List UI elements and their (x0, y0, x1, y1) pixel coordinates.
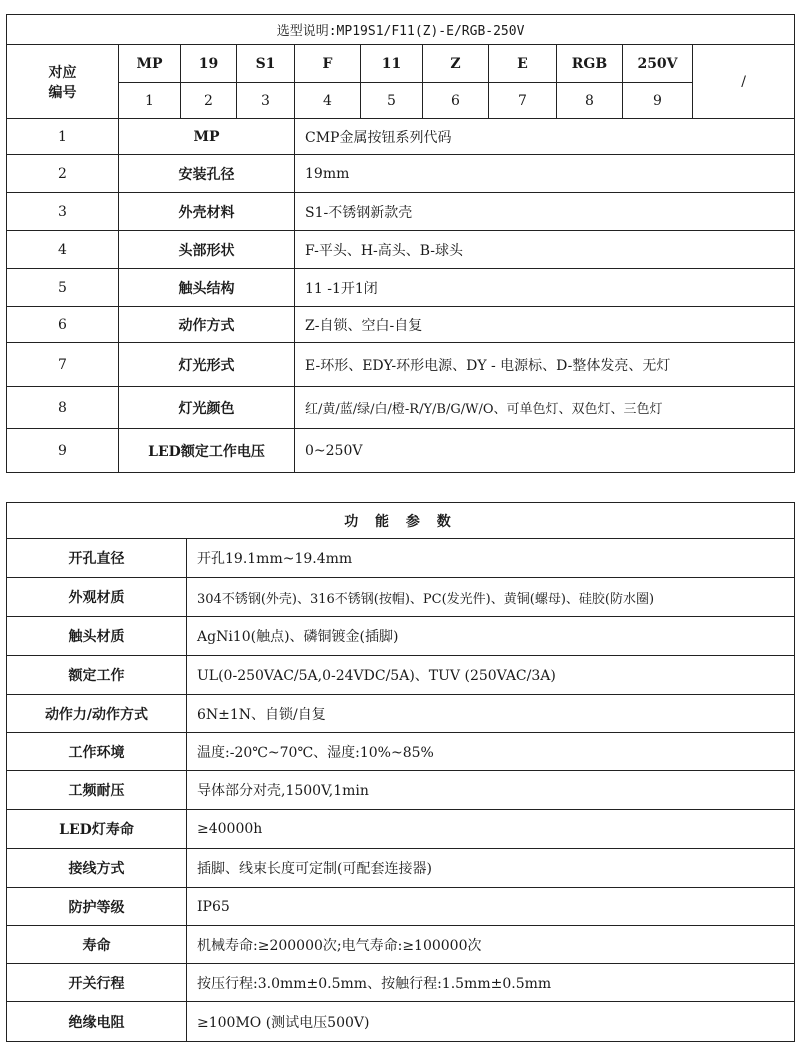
number-cell: 2 (181, 83, 237, 119)
table-row (7, 810, 795, 849)
table-row (7, 926, 795, 964)
param-value: ≥100MO (测试电压500V) (187, 1002, 795, 1042)
row-name: 灯光颜色 (119, 387, 295, 429)
corr-label-line1: 对应 (48, 64, 77, 81)
param-value: UL(0-250VAC/5A,0-24VDC/5A)、TUV (250VAC/3A) (187, 656, 795, 695)
table-row (7, 269, 795, 307)
row-name: 外壳材料 (119, 193, 295, 231)
param-value: 导体部分对壳,1500V,1min (187, 771, 795, 810)
row-num: 8 (7, 387, 119, 429)
row-num: 9 (7, 429, 119, 473)
param-name: 防护等级 (7, 888, 187, 926)
row-num: 2 (7, 155, 119, 193)
number-cell: 4 (295, 83, 361, 119)
number-cell: 7 (489, 83, 557, 119)
param-name: LED灯寿命 (7, 810, 187, 849)
row-desc: 0~250V (295, 429, 795, 473)
number-cell: 9 (623, 83, 693, 119)
table-row (7, 964, 795, 1002)
table-row (7, 578, 795, 617)
param-name: 动作力/动作方式 (7, 695, 187, 733)
number-cell: 5 (361, 83, 423, 119)
param-name: 外观材质 (7, 578, 187, 617)
corr-label-line2: 编号 (48, 84, 77, 101)
table-row (7, 155, 795, 193)
table-row (7, 695, 795, 733)
number-cell: 6 (423, 83, 489, 119)
row-name: LED额定工作电压 (119, 429, 295, 473)
row-name: 灯光形式 (119, 343, 295, 387)
row-desc: F-平头、H-高头、B-球头 (295, 231, 795, 269)
code-cell: E (489, 45, 557, 83)
table-row (7, 733, 795, 771)
row-desc: Z-自锁、空白-自复 (295, 307, 795, 343)
row-desc: E-环形、EDY-环形电源、DY - 电源标、D-整体发亮、无灯 (295, 343, 795, 387)
table-row (7, 849, 795, 888)
number-cell: 8 (557, 83, 623, 119)
table-row (7, 307, 795, 343)
param-name: 绝缘电阻 (7, 1002, 187, 1042)
row-num: 6 (7, 307, 119, 343)
code-cell: 11 (361, 45, 423, 83)
selection-table (6, 14, 795, 473)
row-num: 1 (7, 119, 119, 155)
row-num: 7 (7, 343, 119, 387)
table-row (7, 429, 795, 473)
param-name: 触头材质 (7, 617, 187, 656)
param-name: 开关行程 (7, 964, 187, 1002)
table-row (7, 771, 795, 810)
table-row (7, 193, 795, 231)
code-cell: S1 (237, 45, 295, 83)
code-cell: RGB (557, 45, 623, 83)
params-table (6, 502, 795, 1042)
selection-title: 选型说明:MP19S1/F11(Z)-E/RGB-250V (7, 15, 795, 45)
slash-cell: / (693, 45, 795, 119)
row-name: 触头结构 (119, 269, 295, 307)
param-value: IP65 (187, 888, 795, 926)
number-cell: 1 (119, 83, 181, 119)
param-value: ≥40000h (187, 810, 795, 849)
param-name: 额定工作 (7, 656, 187, 695)
corr-label (7, 45, 119, 119)
param-value: 按压行程:3.0mm±0.5mm、按触行程:1.5mm±0.5mm (187, 964, 795, 1002)
param-value: 插脚、线束长度可定制(可配套连接器) (187, 849, 795, 888)
param-value: 304不锈钢(外壳)、316不锈钢(按帽)、PC(发光件)、黄铜(螺母)、硅胶(防水圈) (187, 578, 795, 617)
param-name: 工作环境 (7, 733, 187, 771)
param-name: 寿命 (7, 926, 187, 964)
row-desc: 19mm (295, 155, 795, 193)
row-num: 5 (7, 269, 119, 307)
table-row (7, 387, 795, 429)
param-value: 机械寿命:≥200000次;电气寿命:≥100000次 (187, 926, 795, 964)
row-name: 安装孔径 (119, 155, 295, 193)
table-row (7, 1002, 795, 1042)
code-cell: 250V (623, 45, 693, 83)
code-cell: MP (119, 45, 181, 83)
params-title: 功 能 参 数 (7, 503, 795, 539)
number-cell: 3 (237, 83, 295, 119)
row-num: 4 (7, 231, 119, 269)
row-name: 动作方式 (119, 307, 295, 343)
row-name: 头部形状 (119, 231, 295, 269)
code-cell: Z (423, 45, 489, 83)
param-value: AgNi10(触点)、磷铜镀金(插脚) (187, 617, 795, 656)
table-row (7, 888, 795, 926)
table-row (7, 119, 795, 155)
table-row (7, 231, 795, 269)
table-row (7, 343, 795, 387)
param-value: 温度:-20℃~70℃、湿度:10%~85% (187, 733, 795, 771)
row-desc: CMP金属按钮系列代码 (295, 119, 795, 155)
row-desc: 11 -1开1闭 (295, 269, 795, 307)
row-desc: S1-不锈钢新款壳 (295, 193, 795, 231)
table-row (7, 656, 795, 695)
row-name: MP (119, 119, 295, 155)
param-name: 工频耐压 (7, 771, 187, 810)
param-value: 6N±1N、自锁/自复 (187, 695, 795, 733)
row-desc: 红/黄/蓝/绿/白/橙-R/Y/B/G/W/O、可单色灯、双色灯、三色灯 (295, 387, 795, 429)
table-row (7, 539, 795, 578)
row-num: 3 (7, 193, 119, 231)
table-row (7, 617, 795, 656)
param-value: 开孔19.1mm~19.4mm (187, 539, 795, 578)
param-name: 开孔直径 (7, 539, 187, 578)
param-name: 接线方式 (7, 849, 187, 888)
code-cell: 19 (181, 45, 237, 83)
code-cell: F (295, 45, 361, 83)
